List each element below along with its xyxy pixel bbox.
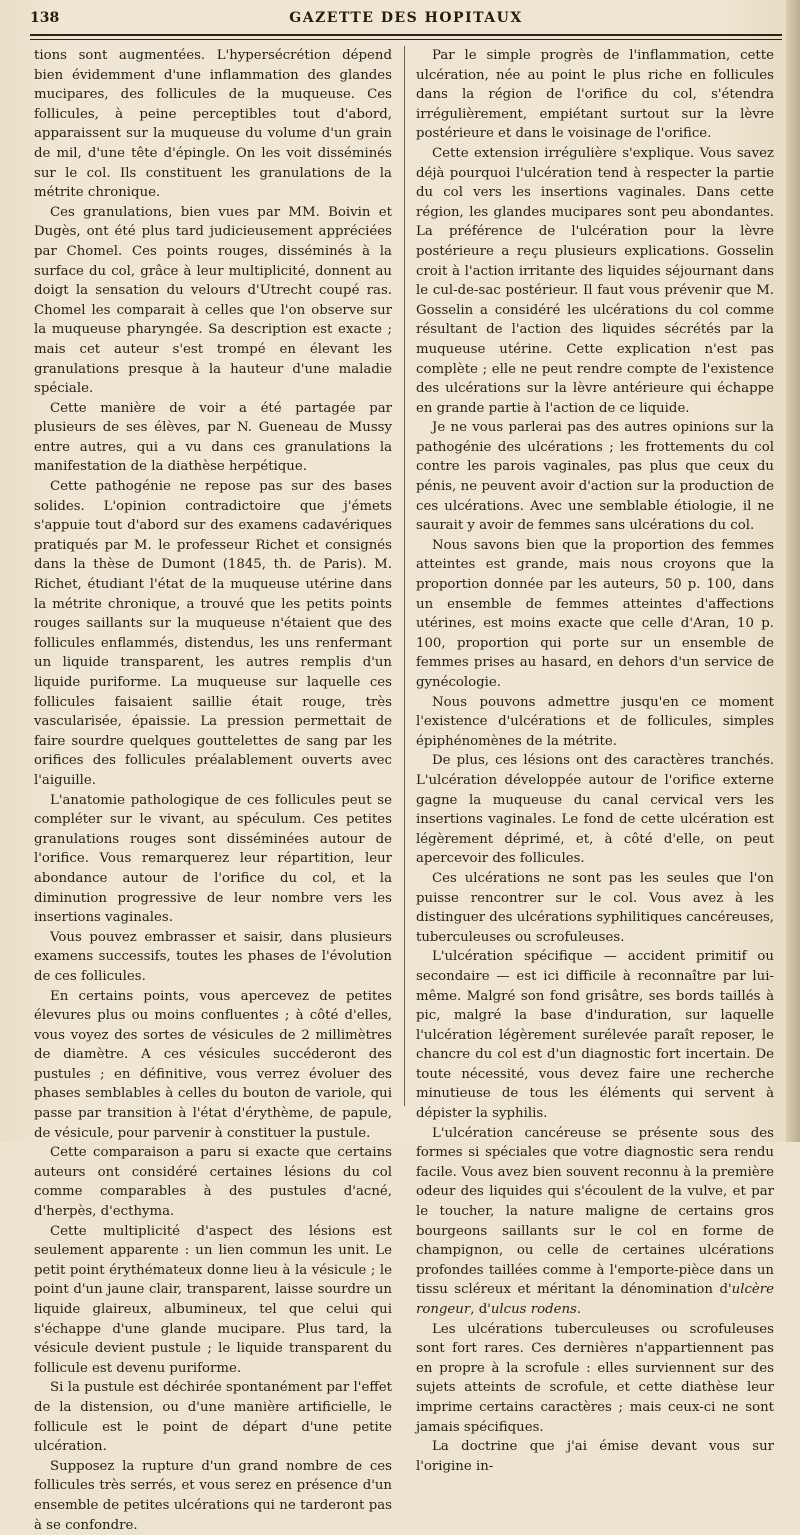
paragraph: Ces ulcérations ne sont pas les seules que l'on puisse rencontrer sur le col. Vous avez à les distinguer des ulcérations syphilitiques cancéreuses, tuberculeuses ou scrofuleuses. bbox=[416, 870, 774, 945]
paragraph: L'ulcération spécifique — accident primitif ou secondaire — est ici difficile à reconnaître par lui-même. Malgré son fond grisâtre, ses bords taillés à pic, malgré la base d'induration, sur laquelle l'ulcération légèrement surélevée paraît reposer, le chancre du col est d'un diagnostic fort incertain. De toute nécessité, vous devez faire une recherche minutieuse de tous les éléments qui servent à dépister la syphilis. bbox=[416, 949, 774, 1122]
paragraph: De plus, ces lésions ont des caractères tranchés. L'ulcération développée autour de l'orifice externe gagne la muqueuse du canal cervical vers les insertions vaginales. Le fond de cette ulcération est légèrement déprimé, et, à côté d'elle, on peut apercevoir des follicules. bbox=[416, 753, 774, 867]
paragraph: Par le simple progrès de l'inflammation, cette ulcération, née au point le plus riche en follicules dans la région de l'orifice du col, s'étendra irrégulièrement, empiétant surtout sur la lèvre postérieure et dans le voisinage de l'orifice. bbox=[416, 48, 774, 142]
paragraph: L'anatomie pathologique de ces follicules peut se compléter sur le vivant, au spéculum. Ces petites granulations rouges sont disséminées autour de l'orifice. Vous remarquerez leur répartition, leur abondance autour de l'orifice du col, et la diminution progressive de leur nombre vers les insertions vaginales. bbox=[34, 792, 392, 926]
column-divider bbox=[404, 46, 405, 1106]
paragraph-text: , d' bbox=[470, 1302, 491, 1317]
header-rule-thick bbox=[30, 34, 782, 36]
paragraph: Nous savons bien que la proportion des femmes atteintes est grande, mais nous croyons que la proportion donnée par les auteurs, 50 p. 100, dans un ensemble de femmes atteintes d'affections utérines, est moins exacte que celle d'Aran, 10 p. 100, proportion qui porte sur un ensemble de femmes prises au hasard, en dehors d'un service de gynécologie. bbox=[416, 537, 774, 690]
paragraph: La doctrine que j'ai émise devant vous sur l'origine in- bbox=[416, 1439, 774, 1474]
paragraph: Je ne vous parlerai pas des autres opinions sur la pathogénie des ulcérations ; les frottements du col contre les parois vaginales, pas plus que ceux du pénis, ne peuvent avoir d'action sur la production de ces ulcérations. Avec une semblable étiologie, il ne saurait y avoir de femmes sans ulcérations du col. bbox=[416, 420, 774, 534]
journal-title: GAZETTE DES HOPITAUX bbox=[289, 10, 523, 26]
paragraph: En certains points, vous apercevez de petites élevures plus ou moins confluentes ; à côté d'elles, vous voyez des sortes de vésicules de 2 millimètres de diamètre. A ces vésicules succéderont des pustules ; en définitive, vous verrez évoluer des phases semblables à celles du bouton de variole, qui passe par transition à l'état d'érythème, de papule, de vésicule, pour parvenir à constituer la pustule. bbox=[34, 988, 392, 1141]
paragraph-text: L'ulcération cancéreuse se présente sous des formes si spéciales que votre diagnostic sera rendu facile. Vous avez bien souvent reconnu à la première odeur des liquides qui s'écoulent de la vulve, et par le toucher, la nature maligne de certains gros bourgeons saillants sur le col en forme de champignon, ou celle de certaines ulcérations profondes taillées comme à l'emporte-pièce dans un tissu scléreux et méritant la dénomination d' bbox=[416, 1125, 774, 1298]
paragraph: Nous pouvons admettre jusqu'en ce moment l'existence d'ulcérations et de follicules, simples épiphénomènes de la métrite. bbox=[416, 694, 774, 749]
paragraph: Supposez la rupture d'un grand nombre de ces follicules très serrés, et vous serez en présence d'un ensemble de petites ulcérations qui ne tarderont pas à se confondre. bbox=[34, 1458, 392, 1533]
paragraph: Vous pouvez embrasser et saisir, dans plusieurs examens successifs, toutes les phases de l'évolution de ces follicules. bbox=[34, 929, 392, 984]
paragraph: Les ulcérations tuberculeuses ou scrofuleuses sont fort rares. Ces dernières n'appartiennent pas en propre à la scrofule : elles surviennent sur des sujets atteints de scrofule, et cette diathèse leur imprime certains caractères ; mais ceux-ci ne sont jamais spécifiques. bbox=[416, 1321, 774, 1435]
paragraph: Ces granulations, bien vues par MM. Boivin et Dugès, ont été plus tard judicieusement appréciées par Chomel. Ces points rouges, disséminés à la surface du col, grâce à leur multiplicité, donnent au doigt la sensation du velours d'Utrecht coupé ras. Chomel les comparait à celles que l'on observe sur la muqueuse pharyngée. Sa description est exacte ; mais cet auteur s'est trompé en élevant les granulations presque à la hauteur d'une maladie spéciale. bbox=[34, 204, 392, 397]
italic-term: ulcère rongeur bbox=[416, 1282, 774, 1317]
right-column bbox=[416, 46, 774, 1474]
italic-term: ulcus rodens bbox=[490, 1302, 577, 1317]
paragraph: Cette extension irrégulière s'explique. Vous savez déjà pourquoi l'ulcération tend à respecter la partie du col vers les insertions vaginales. Dans cette région, les glandes mucipares sont peu abondantes. La préférence de l'ulcération pour la lèvre postérieure a reçu plusieurs explications. Gosselin croit à l'action irritante des liquides séjournant dans le cul-de-sac postérieur. Il faut vous prévenir que M. Gosselin a considéré les ulcérations du col comme résultant de l'action des liquides sécrétés par la muqueuse utérine. Cette explication n'est pas complète ; elle ne peut rendre compte de l'existence des ulcérations sur la lèvre antérieure qui échappe en grande partie à l'action de ce liquide. bbox=[416, 145, 774, 416]
paragraph: Cette pathogénie ne repose pas sur des bases solides. L'opinion contradictoire que j'émets s'appuie tout d'abord sur des examens cadavériques pratiqués par M. le professeur Richet et consignés dans la thèse de Dumont (1845, th. de Paris). M. Richet, étudiant l'état de la muqueuse utérine dans la métrite chronique, a trouvé que les petits points rouges saillants sur la muqueuse n'étaient que des follicules enflammés, distendus, les uns renfermant un liquide transparent, les autres remplis d'un liquide puriforme. La muqueuse sur laquelle ces follicules faisaient saillie était rouge, très vascularisée, épaissie. La pression permettait de faire sourdre quelques gouttelettes de sang par les orifices des follicules préalablement ouverts avec l'aiguille. bbox=[34, 479, 392, 788]
left-column bbox=[34, 46, 392, 1533]
paragraph: Cette comparaison a paru si exacte que certains auteurs ont considéré certaines lésions du col comme comparables à des pustules d'acné, d'herpès, d'ecthyma. bbox=[34, 1145, 392, 1220]
paragraph bbox=[416, 1124, 774, 1320]
page-header bbox=[30, 10, 782, 32]
paragraph: Si la pustule est déchirée spontanément par l'effet de la distension, ou d'une manière artificielle, le follicule est le point de départ d'une petite ulcération. bbox=[34, 1380, 392, 1455]
paragraph: Cette manière de voir a été partagée par plusieurs de ses élèves, par N. Gueneau de Mussy entre autres, qui a vu dans ces granulations la manifestation de la diathèse herpétique. bbox=[34, 400, 392, 475]
page-number: 138 bbox=[30, 10, 60, 26]
page-edge bbox=[786, 0, 800, 1142]
paragraph: tions sont augmentées. L'hypersécrétion dépend bien évidemment d'une inflammation des glandes mucipares, des follicules de la muqueuse. Ces follicules, à peine perceptibles tout d'abord, apparaissent sur la muqueuse du volume d'un grain de mil, d'une tête d'épingle. On les voit disséminés sur le col. Ils constituent les granulations de la métrite chronique. bbox=[34, 48, 392, 201]
paragraph: Cette multiplicité d'aspect des lésions est seulement apparente : un lien commun les unit. Le petit point érythémateux donne lieu à la vésicule ; le point d'un jaune clair, transparent, laisse sourdre un liquide glaireux, albumineux, tel que celui qui s'échappe d'une glande mucipare. Plus tard, la vésicule devient pustule ; le liquide transparent du follicule est devenu puriforme. bbox=[34, 1223, 392, 1376]
header-rule-thin bbox=[30, 39, 782, 40]
paragraph-text: . bbox=[576, 1302, 582, 1317]
